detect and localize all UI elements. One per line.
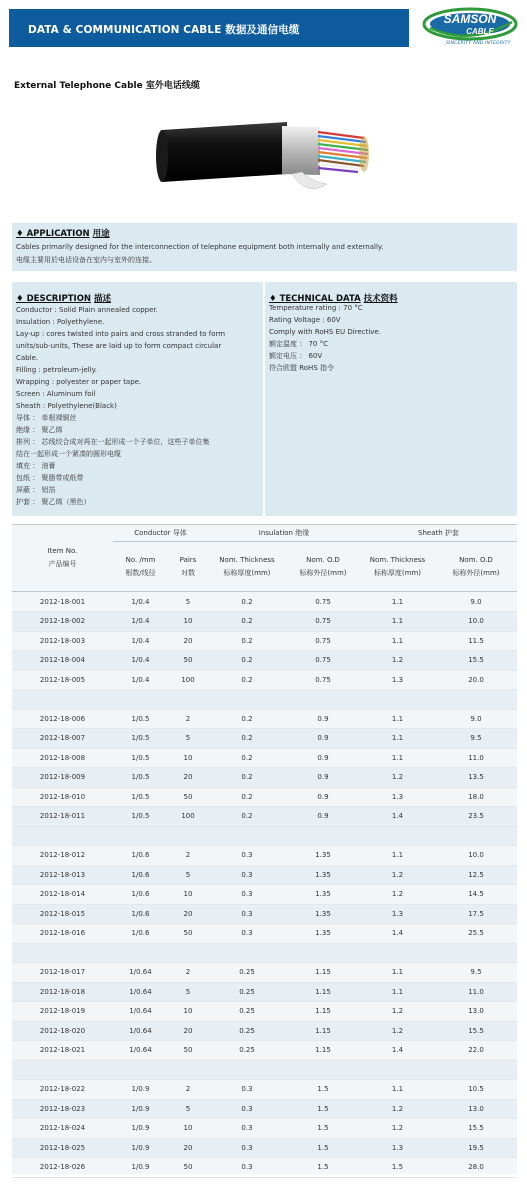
group-spacer (12, 1060, 517, 1080)
cell-item-no: 2012-18-008 (12, 748, 113, 768)
table-row (12, 1158, 517, 1178)
cell-pairs: 2 (168, 963, 208, 983)
cell-sh-od: 9.5 (435, 729, 517, 749)
cell-ins-thickness: 0.2 (208, 612, 286, 632)
table-row (12, 1002, 517, 1022)
cell-sh-od: 23.5 (435, 807, 517, 827)
cell-ins-thickness: 0.3 (208, 846, 286, 866)
cell-pairs: 100 (168, 807, 208, 827)
cell-ins-thickness: 0.25 (208, 982, 286, 1002)
cell-sh-thickness: 1.2 (360, 865, 435, 885)
cell-no-mm: 1/0.5 (113, 748, 168, 768)
cell-no-mm: 1/0.6 (113, 865, 168, 885)
cell-no-mm: 1/0.5 (113, 729, 168, 749)
cell-no-mm: 1/0.4 (113, 612, 168, 632)
cell-sh-thickness: 1.1 (360, 631, 435, 651)
cell-item-no: 2012-18-014 (12, 885, 113, 905)
spec-table (12, 524, 517, 1174)
application-box (12, 223, 517, 271)
cell-item-no: 2012-18-009 (12, 768, 113, 788)
description-line: Filling : petroleum-jelly. (16, 366, 98, 374)
cell-sh-od: 9.0 (435, 592, 517, 612)
header-sh-thickness: Nom. Thickness 标称厚度(mm) (369, 556, 426, 577)
cell-pairs: 5 (168, 1099, 208, 1119)
cell-sh-od: 9.5 (435, 963, 517, 983)
description-line: Conductor : Solid Plain annealed copper. (16, 306, 158, 314)
header-sh-od: Nom. O.D 标称外径(mm) (452, 556, 500, 577)
cell-no-mm: 1/0.6 (113, 904, 168, 924)
cell-ins-od: 1.15 (286, 1041, 360, 1061)
cell-no-mm: 1/0.64 (113, 963, 168, 983)
cell-pairs: 5 (168, 592, 208, 612)
logo-slogan: SINCERITY AND INTEGRITY (446, 41, 511, 46)
description-line: Insulation : Polyethylene. (16, 318, 105, 326)
cell-pairs: 50 (168, 1158, 208, 1178)
table-row (12, 1099, 517, 1119)
cell-ins-od: 0.9 (286, 709, 360, 729)
cell-ins-thickness: 0.25 (208, 1021, 286, 1041)
cell-item-no: 2012-18-018 (12, 982, 113, 1002)
cell-sh-thickness: 1.2 (360, 768, 435, 788)
cell-ins-thickness: 0.3 (208, 1158, 286, 1178)
cell-item-no: 2012-18-013 (12, 865, 113, 885)
cell-ins-thickness: 0.3 (208, 1080, 286, 1100)
cell-ins-thickness: 0.3 (208, 865, 286, 885)
cell-sh-od: 10.5 (435, 1080, 517, 1100)
cell-ins-thickness: 0.2 (208, 651, 286, 671)
cell-item-no: 2012-18-001 (12, 592, 113, 612)
cell-ins-thickness: 0.2 (208, 592, 286, 612)
cell-sh-od: 28.0 (435, 1158, 517, 1178)
description-line: Wrapping : polyester or paper tape. (16, 378, 142, 386)
cell-pairs: 10 (168, 1002, 208, 1022)
cell-ins-thickness: 0.2 (208, 670, 286, 690)
cell-item-no: 2012-18-010 (12, 787, 113, 807)
cell-ins-od: 0.9 (286, 807, 360, 827)
table-row (12, 885, 517, 905)
cell-pairs: 20 (168, 904, 208, 924)
cell-no-mm: 1/0.5 (113, 807, 168, 827)
cell-pairs: 5 (168, 729, 208, 749)
cell-item-no: 2012-18-016 (12, 924, 113, 944)
cell-sh-thickness: 1.1 (360, 729, 435, 749)
description-line: 屏蔽 ： 铝箔 (16, 486, 56, 494)
header-item: Item No. 产品编号 (47, 547, 78, 568)
cell-pairs: 5 (168, 982, 208, 1002)
cell-pairs: 2 (168, 846, 208, 866)
table-row (12, 787, 517, 807)
cell-pairs: 10 (168, 885, 208, 905)
cell-ins-od: 1.15 (286, 963, 360, 983)
cell-sh-od: 19.5 (435, 1138, 517, 1158)
table-row (12, 631, 517, 651)
description-line: Lay-up : cores twisted into pairs and cross stranded to form (16, 330, 226, 338)
description-line: 绝缘 ： 聚乙烯 (16, 426, 63, 434)
cell-sh-thickness: 1.5 (360, 1158, 435, 1178)
cell-sh-thickness: 1.1 (360, 846, 435, 866)
cell-pairs: 2 (168, 709, 208, 729)
cell-ins-od: 0.9 (286, 729, 360, 749)
table-row (12, 904, 517, 924)
cell-pairs: 20 (168, 1021, 208, 1041)
cell-sh-od: 10.0 (435, 612, 517, 632)
table-row (12, 670, 517, 690)
cell-sh-thickness: 1.4 (360, 924, 435, 944)
cell-item-no: 2012-18-007 (12, 729, 113, 749)
cell-no-mm: 1/0.9 (113, 1119, 168, 1139)
cell-pairs: 10 (168, 612, 208, 632)
cell-ins-od: 1.35 (286, 865, 360, 885)
cell-ins-thickness: 0.3 (208, 904, 286, 924)
cell-item-no: 2012-18-002 (12, 612, 113, 632)
cell-ins-thickness: 0.2 (208, 807, 286, 827)
cell-item-no: 2012-18-022 (12, 1080, 113, 1100)
table-row (12, 982, 517, 1002)
table-row (12, 963, 517, 983)
cell-no-mm: 1/0.9 (113, 1138, 168, 1158)
cell-sh-thickness: 1.1 (360, 982, 435, 1002)
cell-ins-od: 1.15 (286, 1002, 360, 1022)
cell-ins-od: 1.5 (286, 1119, 360, 1139)
cell-no-mm: 1/0.6 (113, 885, 168, 905)
header-ins-thickness: Nom. Thickness 标称厚度(mm) (219, 556, 275, 577)
cell-sh-od: 13.0 (435, 1099, 517, 1119)
application-line-cn: 电缆主要用於电话设备在室内与室外的连接。 (16, 256, 156, 264)
technical-line: Temperature rating : 70 °C (269, 304, 363, 312)
cell-ins-thickness: 0.2 (208, 709, 286, 729)
cell-ins-od: 1.35 (286, 885, 360, 905)
description-box (12, 282, 263, 516)
description-line: 护套 ： 聚乙烯（黑色） (16, 498, 91, 506)
table-row (12, 1080, 517, 1100)
cell-ins-od: 0.75 (286, 592, 360, 612)
cell-pairs: 10 (168, 1119, 208, 1139)
cell-no-mm: 1/0.5 (113, 787, 168, 807)
cell-ins-thickness: 0.2 (208, 748, 286, 768)
header-sheath: Sheath 护套 (418, 529, 459, 537)
svg-text:SAMSON: SAMSON (443, 12, 497, 26)
cell-pairs: 10 (168, 748, 208, 768)
cell-sh-od: 17.5 (435, 904, 517, 924)
cell-pairs: 50 (168, 787, 208, 807)
cell-no-mm: 1/0.5 (113, 709, 168, 729)
cell-no-mm: 1/0.6 (113, 924, 168, 944)
cell-sh-thickness: 1.2 (360, 885, 435, 905)
cell-no-mm: 1/0.4 (113, 651, 168, 671)
table-row (12, 729, 517, 749)
cell-no-mm: 1/0.4 (113, 592, 168, 612)
cell-ins-thickness: 0.3 (208, 1119, 286, 1139)
cell-ins-od: 1.35 (286, 904, 360, 924)
cell-ins-od: 0.9 (286, 787, 360, 807)
table-row (12, 592, 517, 612)
cell-item-no: 2012-18-006 (12, 709, 113, 729)
table-row (12, 865, 517, 885)
cell-sh-od: 11.5 (435, 631, 517, 651)
cell-no-mm: 1/0.64 (113, 1021, 168, 1041)
description-line: Cable. (16, 354, 39, 362)
cell-sh-od: 11.0 (435, 982, 517, 1002)
cell-item-no: 2012-18-019 (12, 1002, 113, 1022)
cell-ins-od: 1.35 (286, 924, 360, 944)
cell-sh-od: 13.0 (435, 1002, 517, 1022)
cell-ins-thickness: 0.2 (208, 631, 286, 651)
cell-sh-od: 14.5 (435, 885, 517, 905)
cell-sh-od: 10.0 (435, 846, 517, 866)
technical-line: 额定温度 ： 70 °C (269, 340, 328, 348)
cell-item-no: 2012-18-003 (12, 631, 113, 651)
cell-sh-thickness: 1.1 (360, 709, 435, 729)
header-insulation: Insulation 绝缘 (258, 529, 310, 537)
description-line: 结在一起形成一个紧凑的圆形电缆 (16, 450, 121, 458)
table-row (12, 1021, 517, 1041)
cell-sh-thickness: 1.3 (360, 904, 435, 924)
cell-sh-thickness: 1.3 (360, 670, 435, 690)
description-line: units/sub-units, These are laid up to form compact circular (16, 342, 222, 350)
description-heading: ♦ DESCRIPTION 描述 (16, 294, 112, 304)
description-line: 导体 ： 单根裸铜丝 (16, 414, 77, 422)
table-row (12, 924, 517, 944)
cell-sh-od: 22.0 (435, 1041, 517, 1061)
description-line: 填充 ： 油膏 (16, 462, 56, 470)
description-line: Sheath : Polyethylene(Black) (16, 402, 117, 410)
cell-no-mm: 1/0.4 (113, 670, 168, 690)
group-spacer (12, 943, 517, 963)
cell-sh-od: 15.5 (435, 651, 517, 671)
cell-pairs: 50 (168, 1041, 208, 1061)
cell-sh-thickness: 1.1 (360, 963, 435, 983)
cell-item-no: 2012-18-012 (12, 846, 113, 866)
cell-ins-thickness: 0.3 (208, 924, 286, 944)
cell-ins-od: 0.9 (286, 748, 360, 768)
cell-item-no: 2012-18-020 (12, 1021, 113, 1041)
cell-ins-thickness: 0.3 (208, 1138, 286, 1158)
cell-sh-thickness: 1.1 (360, 612, 435, 632)
cell-no-mm: 1/0.64 (113, 982, 168, 1002)
cell-sh-thickness: 1.4 (360, 807, 435, 827)
cell-pairs: 20 (168, 768, 208, 788)
cable-illustration (152, 112, 382, 202)
cell-sh-thickness: 1.2 (360, 651, 435, 671)
technical-line: Rating Voltage : 60V (269, 316, 341, 324)
cell-sh-od: 15.5 (435, 1021, 517, 1041)
cell-sh-thickness: 1.2 (360, 1099, 435, 1119)
technical-line: 符合欧盟 RoHS 指令 (269, 364, 334, 372)
cell-ins-od: 1.15 (286, 982, 360, 1002)
cell-item-no: 2012-18-025 (12, 1138, 113, 1158)
cell-item-no: 2012-18-026 (12, 1158, 113, 1178)
table-row (12, 612, 517, 632)
table-row (12, 846, 517, 866)
cell-sh-od: 18.0 (435, 787, 517, 807)
cell-ins-thickness: 0.2 (208, 729, 286, 749)
cell-no-mm: 1/0.9 (113, 1158, 168, 1178)
cell-pairs: 20 (168, 1138, 208, 1158)
cell-ins-od: 1.5 (286, 1138, 360, 1158)
application-line-en: Cables primarily designed for the interconnection of telephone equipment both internally and externally. (16, 243, 384, 251)
table-row (12, 709, 517, 729)
cell-sh-od: 11.0 (435, 748, 517, 768)
product-title: External Telephone Cable 室外电话线缆 (14, 81, 200, 91)
cell-ins-thickness: 0.2 (208, 787, 286, 807)
cell-sh-od: 20.0 (435, 670, 517, 690)
cell-no-mm: 1/0.9 (113, 1080, 168, 1100)
page-header (0, 0, 527, 54)
cell-sh-thickness: 1.3 (360, 787, 435, 807)
technical-box (265, 282, 517, 516)
cell-item-no: 2012-18-017 (12, 963, 113, 983)
cell-ins-od: 1.5 (286, 1158, 360, 1178)
cell-sh-od: 25.5 (435, 924, 517, 944)
cell-no-mm: 1/0.64 (113, 1041, 168, 1061)
technical-heading: ♦ TECHNICAL DATA 技术资料 (269, 294, 398, 304)
description-line: 包纸 ： 聚脂带或纸带 (16, 474, 84, 482)
cell-ins-od: 0.75 (286, 651, 360, 671)
description-line: 排列 ： 芯线绞合成对再在一起形成一个子单位，这些子单位集 (16, 438, 210, 446)
cell-sh-od: 15.5 (435, 1119, 517, 1139)
cell-item-no: 2012-18-023 (12, 1099, 113, 1119)
table-row (12, 1041, 517, 1061)
technical-line: 额定电压 ： 60V (269, 352, 323, 360)
cell-sh-od: 12.5 (435, 865, 517, 885)
cell-sh-thickness: 1.2 (360, 1119, 435, 1139)
cell-sh-thickness: 1.1 (360, 1080, 435, 1100)
cell-ins-thickness: 0.3 (208, 885, 286, 905)
cell-sh-od: 9.0 (435, 709, 517, 729)
cell-ins-thickness: 0.25 (208, 1002, 286, 1022)
cell-ins-od: 1.5 (286, 1099, 360, 1119)
cell-sh-thickness: 1.2 (360, 1002, 435, 1022)
table-row (12, 651, 517, 671)
application-heading: ♦ APPLICATION 用途 (16, 229, 110, 239)
cell-pairs: 50 (168, 924, 208, 944)
cell-pairs: 100 (168, 670, 208, 690)
cell-no-mm: 1/0.6 (113, 846, 168, 866)
cell-item-no: 2012-18-024 (12, 1119, 113, 1139)
cell-sh-od: 13.5 (435, 768, 517, 788)
cell-no-mm: 1/0.4 (113, 631, 168, 651)
cell-item-no: 2012-18-005 (12, 670, 113, 690)
svg-text:CABLE: CABLE (466, 27, 494, 36)
technical-line: Comply with RoHS EU Directive. (269, 328, 381, 336)
cell-sh-thickness: 1.2 (360, 1021, 435, 1041)
cell-pairs: 50 (168, 651, 208, 671)
cell-ins-od: 0.75 (286, 670, 360, 690)
cell-pairs: 20 (168, 631, 208, 651)
cell-no-mm: 1/0.64 (113, 1002, 168, 1022)
cell-ins-od: 0.75 (286, 612, 360, 632)
table-row (12, 1138, 517, 1158)
cell-item-no: 2012-18-011 (12, 807, 113, 827)
cell-ins-od: 1.5 (286, 1080, 360, 1100)
cell-ins-thickness: 0.25 (208, 963, 286, 983)
table-row (12, 748, 517, 768)
cell-ins-thickness: 0.3 (208, 1099, 286, 1119)
description-line: Screen : Aluminum foil (16, 390, 96, 398)
cell-ins-od: 1.15 (286, 1021, 360, 1041)
header-pairs: Pairs 对数 (179, 556, 197, 577)
cell-ins-od: 0.9 (286, 768, 360, 788)
cell-pairs: 2 (168, 1080, 208, 1100)
cell-item-no: 2012-18-015 (12, 904, 113, 924)
cell-ins-thickness: 0.2 (208, 768, 286, 788)
spec-table-grid (12, 524, 517, 1178)
table-row (12, 768, 517, 788)
header-ins-od: Nom. O.D 标称外径(mm) (299, 556, 347, 577)
table-row (12, 807, 517, 827)
group-spacer (12, 826, 517, 846)
cell-ins-thickness: 0.25 (208, 1041, 286, 1061)
group-spacer (12, 690, 517, 710)
cell-no-mm: 1/0.9 (113, 1099, 168, 1119)
cell-ins-od: 1.35 (286, 846, 360, 866)
cell-pairs: 5 (168, 865, 208, 885)
cell-sh-thickness: 1.4 (360, 1041, 435, 1061)
table-row (12, 1119, 517, 1139)
cell-item-no: 2012-18-021 (12, 1041, 113, 1061)
cell-sh-thickness: 1.1 (360, 748, 435, 768)
cell-sh-thickness: 1.1 (360, 592, 435, 612)
cell-sh-thickness: 1.3 (360, 1138, 435, 1158)
header-conductor: Conductor 导体 (134, 529, 187, 537)
cell-ins-od: 0.75 (286, 631, 360, 651)
header-no-mm: No. /mm 根数/线径 (125, 556, 156, 577)
cell-no-mm: 1/0.5 (113, 768, 168, 788)
header-title: DATA & COMMUNICATION CABLE 数据及通信电缆 (28, 24, 300, 36)
cell-item-no: 2012-18-004 (12, 651, 113, 671)
